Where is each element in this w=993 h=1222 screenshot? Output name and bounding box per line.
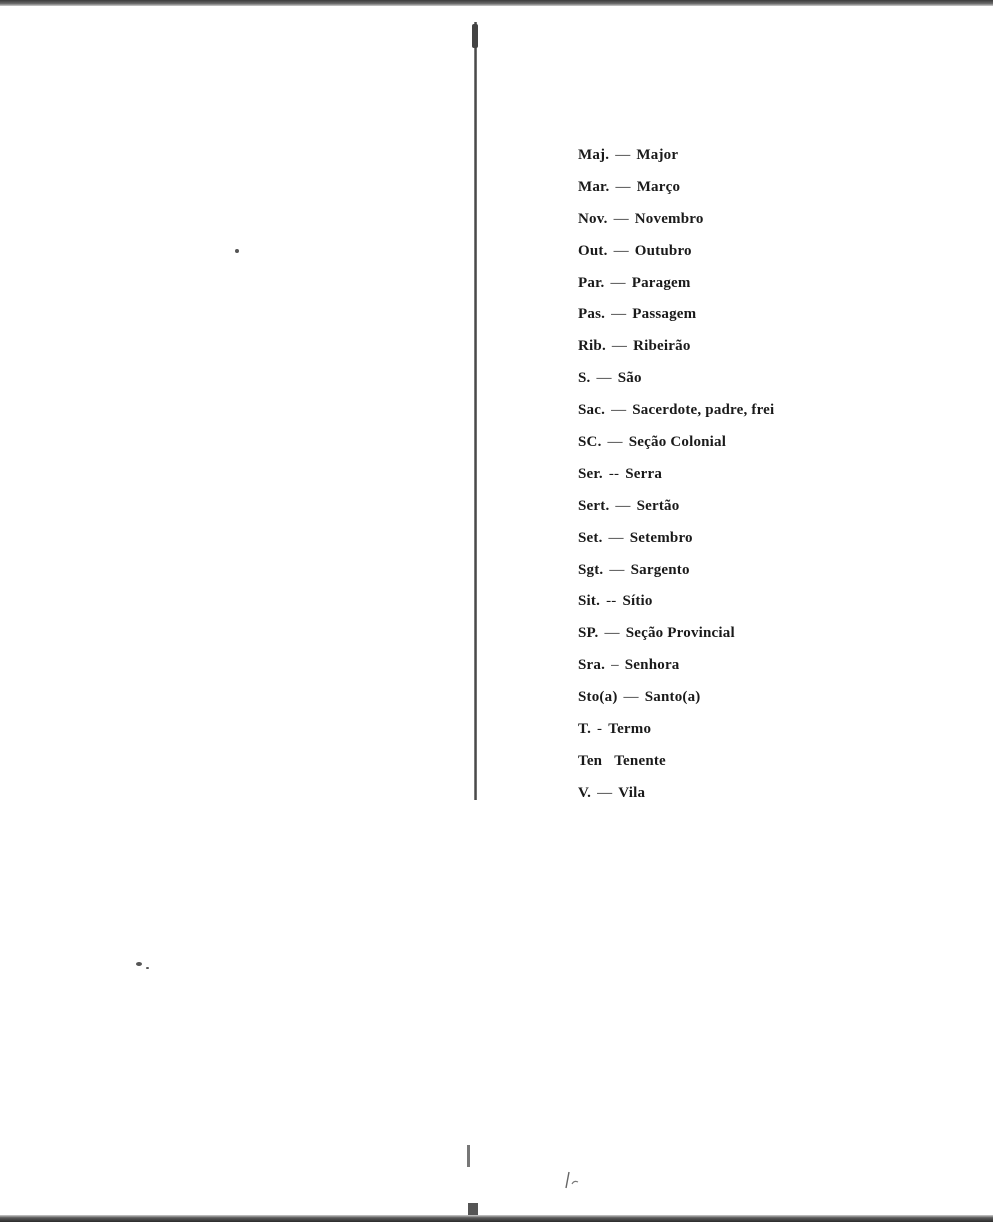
gutter-tick-mark xyxy=(467,1145,470,1167)
abbreviation-term: SC. xyxy=(578,434,602,451)
abbreviation-row xyxy=(578,175,774,207)
abbreviation-meaning: Major xyxy=(636,147,679,163)
abbreviation-meaning: Santo(a) xyxy=(644,689,701,706)
abbreviation-dash: – xyxy=(611,657,619,674)
abbreviation-meaning: Senhora xyxy=(624,657,680,674)
abbreviation-meaning: Outubro xyxy=(634,242,692,259)
abbreviation-term: Pas. xyxy=(578,306,606,323)
handwritten-mark xyxy=(560,1168,584,1190)
abbreviation-meaning: Seção Colonial xyxy=(628,434,727,451)
abbreviation-dash: — xyxy=(611,402,627,419)
abbreviation-row xyxy=(578,589,774,621)
abbreviation-term: Sgt. xyxy=(578,561,604,578)
abbreviation-meaning: Sertão xyxy=(636,497,680,514)
abbreviation-dash: — xyxy=(615,497,631,514)
abbreviation-dash: — xyxy=(597,784,613,801)
abbreviation-meaning: Novembro xyxy=(634,210,704,227)
abbreviation-row xyxy=(578,207,774,239)
abbreviation-term: Par. xyxy=(578,274,605,291)
abbreviation-dash: — xyxy=(623,689,639,706)
abbreviation-meaning: Paragem xyxy=(631,274,691,291)
abbreviation-dash: — xyxy=(611,338,628,355)
abbreviation-row xyxy=(578,494,774,526)
abbreviation-dash: — xyxy=(609,561,625,578)
abbreviation-meaning: Tenente xyxy=(614,752,666,769)
abbreviation-term: Sra. xyxy=(578,657,606,674)
abbreviation-meaning: Vila xyxy=(618,784,646,801)
abbreviation-row xyxy=(578,302,774,334)
abbreviation-dash: — xyxy=(615,147,631,163)
abbreviation-row xyxy=(578,621,774,653)
abbreviation-row xyxy=(578,143,774,175)
abbreviation-term: V. xyxy=(578,784,592,801)
scan-top-edge xyxy=(0,0,993,6)
abbreviation-term: Sac. xyxy=(578,402,606,419)
scan-speck xyxy=(146,967,149,969)
abbreviation-term: Mar. xyxy=(578,178,610,195)
abbreviation-meaning: Passagem xyxy=(632,306,697,323)
abbreviation-row xyxy=(578,398,774,430)
abbreviation-term: Rib. xyxy=(578,338,606,355)
abbreviation-meaning: Termo xyxy=(608,721,652,738)
abbreviation-term: Out. xyxy=(578,242,608,259)
abbreviation-row xyxy=(578,685,774,717)
abbreviation-term: Ser. xyxy=(578,465,603,482)
abbreviation-row xyxy=(578,462,774,494)
abbreviation-meaning: Serra xyxy=(625,465,663,482)
gutter-binding-mark xyxy=(472,24,478,48)
abbreviation-term: Set. xyxy=(578,529,603,546)
abbreviation-term: Sert. xyxy=(578,497,610,514)
scan-speck xyxy=(136,962,142,966)
abbreviation-dash: -- xyxy=(606,593,617,610)
abbreviation-row xyxy=(578,271,774,303)
abbreviation-row xyxy=(578,430,774,462)
abbreviation-term: SP. xyxy=(578,625,599,642)
abbreviation-dash: — xyxy=(615,178,631,195)
abbreviation-dash: — xyxy=(608,529,624,546)
abbreviation-term: Sit. xyxy=(578,593,601,610)
abbreviation-row xyxy=(578,239,774,271)
abbreviation-meaning: Março xyxy=(636,178,681,195)
abbreviation-meaning: Sítio xyxy=(622,593,653,610)
abbreviation-row xyxy=(578,717,774,749)
abbreviation-row xyxy=(578,653,774,685)
scan-speck xyxy=(235,249,239,253)
abbreviation-dash: — xyxy=(607,434,623,451)
abbreviation-term: Maj. xyxy=(578,147,610,163)
abbreviation-dash: — xyxy=(611,306,627,323)
abbreviation-term: Sto(a) xyxy=(578,689,618,706)
abbreviation-term: Ten xyxy=(578,752,603,769)
abbreviation-dash: — xyxy=(613,242,629,259)
abbreviation-meaning: Sargento xyxy=(630,561,690,578)
abbreviation-dash: — xyxy=(604,625,620,642)
page-gutter-line xyxy=(474,22,477,800)
abbreviation-row xyxy=(578,749,774,781)
abbreviation-row xyxy=(578,558,774,590)
abbreviation-dash: -- xyxy=(608,465,620,482)
abbreviation-row xyxy=(578,366,774,398)
abbreviation-term: Nov. xyxy=(578,210,608,227)
abbreviation-meaning: São xyxy=(617,370,642,387)
abbreviation-dash: — xyxy=(596,370,612,387)
abbreviation-meaning: Sacerdote, padre, frei xyxy=(632,402,775,419)
abbreviation-dash: - xyxy=(597,721,603,738)
abbreviation-dash: — xyxy=(613,210,629,227)
abbreviation-row xyxy=(578,334,774,366)
abbreviation-dash: — xyxy=(610,274,626,291)
scan-bottom-edge xyxy=(0,1215,993,1222)
abbreviation-row xyxy=(578,781,774,813)
abbreviation-meaning: Setembro xyxy=(629,529,693,546)
abbreviation-meaning: Seção Provincial xyxy=(625,625,735,642)
abbreviation-term: S. xyxy=(578,370,591,387)
abbreviation-list xyxy=(578,143,774,813)
abbreviation-row xyxy=(578,526,774,558)
abbreviation-meaning: Ribeirão xyxy=(633,338,691,355)
abbreviation-term: T. xyxy=(578,721,592,738)
